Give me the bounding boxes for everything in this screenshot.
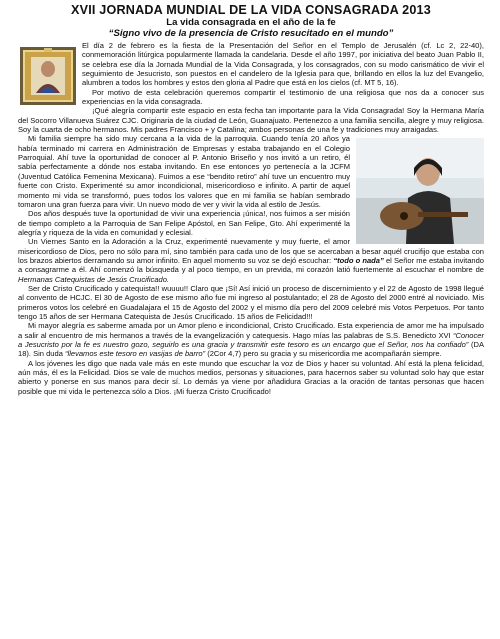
document-tagline: “Signo vivo de la presencia de Cristo resucitado en el mundo”	[108, 28, 394, 39]
paragraph-motive: Por motivo de esta celebración queremos compartir el testimonio de una religiosa que nos da a conocer sus experiencias en la vida consagrada.	[82, 87, 484, 107]
text-run: (DA 18). Sin duda	[18, 340, 484, 359]
paragraph-joy: ¡Qué alegría compartir este espacio en esta fecha tan importante para la Vida Consagrada! Soy la Hermana María del Socorro Villanueva Suárez CJC. Originaria de la ciudad de León, Guanajuato. Pertenezco a una familia sencilla, alegre y muy religiosa. Soy la cuarta de ocho hermanos. Mis padres Francisco + y Catalina; ambos personas de una fe y tradiciones muy arraigadas.	[18, 106, 484, 135]
religious-icon-image	[20, 47, 76, 105]
quote-todo-o-nada: “todo o nada”	[333, 255, 384, 265]
paragraph-greatest-joy	[18, 321, 484, 358]
text-run: el Señor me estaba invitando a consagrarme a él. Ahí comenzó la búsqueda y al poco tiempo, en un previda, mi corazón latió fuertemente al escuchar el nombre de	[18, 255, 484, 275]
paragraph-intro: El día 2 de febrero es la fiesta de la Presentación del Señor en el Templo de Jerusalén (cf. Lc 2, 22-40), conmemoración litúrgica popularmente llamada la candelaria. Desde el año 1997, por iniciativa del beato Juan Pablo II, se celebra ese día la Jornada Mundial de la Vida Consagrada, y los consagrados, con su modo carismático de vivir el seguimiento de Jesucristo, son puestos en el candelero de la Iglesia para que, brillando en ellos la luz del Evangelio, alumbren a todos los hombres y estos den gloria al Padre que está en los cielos (cf. MT 5, 16).	[82, 41, 484, 88]
text-run: Un Viernes Santo en la Adoración a la Cruz, experimenté nuevamente y muy fuerte, el amor misericordioso de Dios, pero no sólo para mí, sino también para cada uno de los que se acercaban a besar aquél crucifijo que estaba con los brazos abiertos derramando su amor infinito. En aquel momento su voz se dejó escuchar:	[18, 237, 484, 265]
quote-benedicto: “Conocer a Jesucristo por la fe es nuestro gozo, seguirlo es una gracia y transmitir este tesoro es un encargo que el Señor, nos ha confiado”	[18, 330, 484, 349]
paragraph-mission: Dos años después tuve la oportunidad de vivir una experiencia ¡única!, nos fuimos a ser misión de tiempo completo a la Parroquia de San Felipe Apóstol, en San Felipe, Gto. Ahí experimenté la alegría y riqueza de la vida en comunidad y eclesial.	[18, 209, 350, 237]
congregation-name: Hermanas Catequistas de Jesús Crucificado.	[18, 274, 170, 284]
quote-vasijas: “llevamos este tesoro en vasijas de barro”	[65, 349, 206, 359]
paragraph-family: Mi familia siempre ha sido muy cercana a la vida de la parroquia. Cuando tenía 20 años ya había terminado mi carrera en Administración de Empresas y estaba trabajando en el Colegio Parroquial. Ahí tuve la oportunidad de conocer al P. Antonio Briseño y nos invitó a un retiro, él sabía perfectamente a dónde nos estaba invitando. En ese entonces yo pertenecía a la JCFM (Juventud Católica Femenina Mexicana). Fuimos a ese “bendito retiro” ahí tuve un encuentro muy fuerte con Cristo. Experimenté su amor incondicional, misericordioso e infinito. A partir de aquel momento mi vida se transformó, pues todos los valores que en mi familia se habían sembrado tomaron una gran fuerza para vivir. Un nuevo modo de ver y vivir la vida al estilo de Jesús.	[18, 134, 350, 209]
document-title: XVII JORNADA MUNDIAL DE LA VIDA CONSAGRADA 2013	[71, 3, 431, 17]
text-run: (2Cor 4,7) pero su gracia y su misericordia me acompañarán siempre.	[205, 349, 442, 359]
document-subtitle: La vida consagrada en el año de la fe	[166, 17, 336, 28]
paragraph-vocation: Ser de Cristo Crucificado y catequista!! wuuuu!! Claro que ¡Sí! Así inició un proceso de discernimiento y el 22 de Agosto de 1998 llegué al convento de HCJC. El 30 de Agosto de ese mismo año fue mi ingreso al postulantado; el 28 de Agosto del 2000 entré al noviciado. Mis primeros votos los celebré en Guadalajara el 15 de Agosto del 2002 y el mismo día pero del 2009 celebré mis Votos Perpetuos. Por tanto tengo 15 años de ser Hermana Catequista de Jesús Crucificado. 15 años de Felicidad!!!	[18, 283, 484, 321]
person-guitar-photo	[356, 138, 484, 244]
paragraph-youth: A los jóvenes les digo que nada vale más en este mundo que escuchar la voz de Dios y hacer su voluntad. Ahí está la plena felicidad, aún más, él es la Felicidad. Dios se vale de muchos medios, personas y situaciones, para hacernos saber su voluntad solo hay que estar abierto y ponerse en sus manos para decir sí. Lo demás ya viene por añadidura Gracias a la oración de tantas personas que hacen posible que mi vida le pertenezca sólo a Dios. ¡Mi fuerza Cristo Crucificado!	[18, 358, 484, 396]
text-run: Mi mayor alegría es saberme amada por un Amor pleno e incondicional, Cristo Crucificado. Esta experiencia de amor me ha impulsado a salir al encuentro de mis hermanos a través de la evangelización y catequesis. Hago mías las palabras de S.S. Benedicto XVI	[18, 321, 484, 340]
